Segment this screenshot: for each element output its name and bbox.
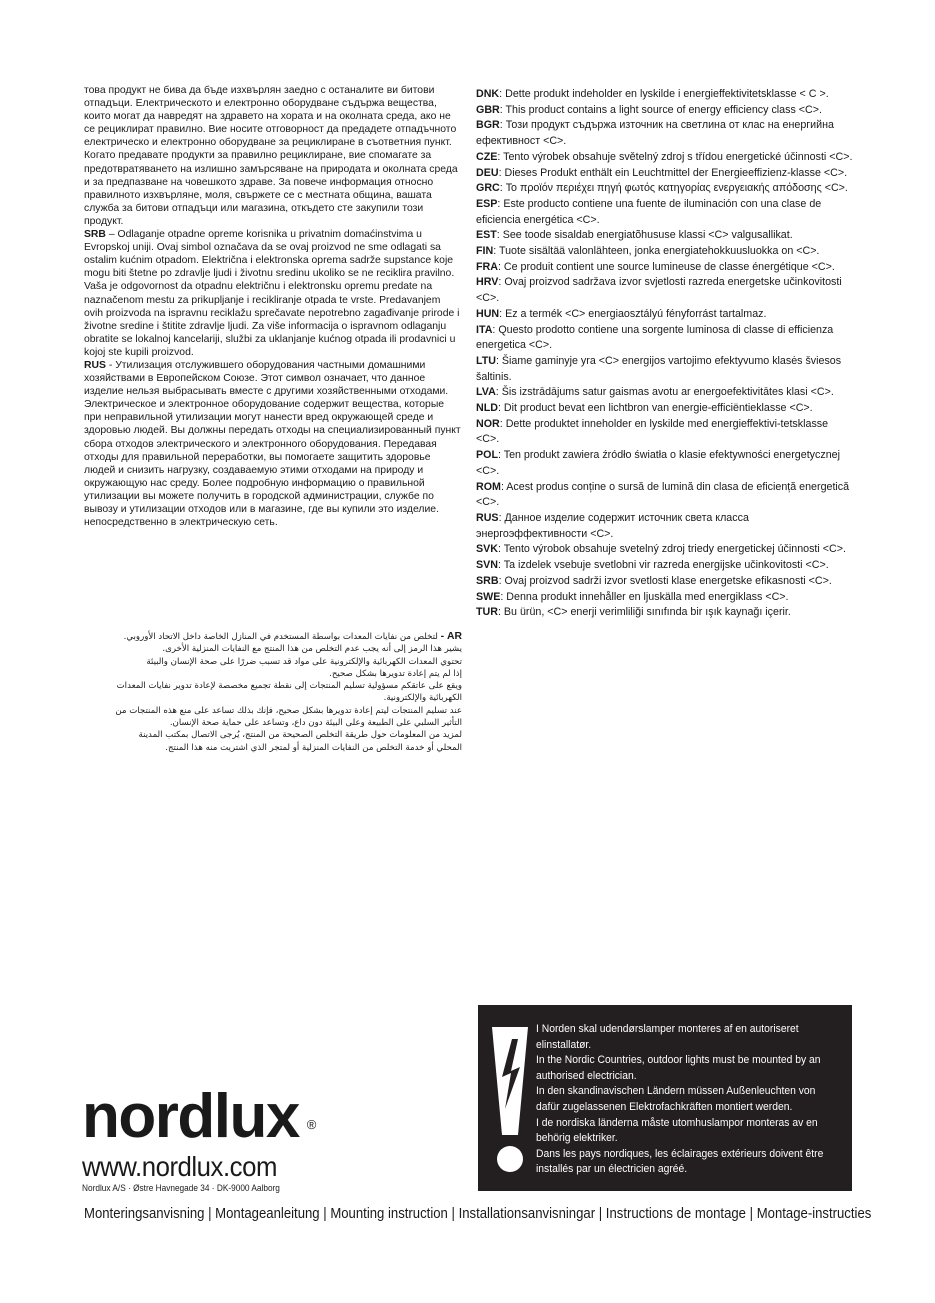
energy-statement bbox=[476, 307, 854, 323]
energy-statement-text: : Dieses Produkt enthält ein Leuchtmittel der Energieeffizienz-klasse <C>. bbox=[498, 166, 848, 179]
language-code-rus: RUS bbox=[84, 359, 106, 371]
energy-statement bbox=[476, 401, 854, 417]
energy-statement bbox=[476, 275, 854, 306]
electrical-hazard-exclamation-icon bbox=[488, 1023, 532, 1177]
registered-mark: ® bbox=[306, 1117, 315, 1132]
language-code: EST bbox=[476, 229, 497, 242]
arabic-line: التأثير السلبي على الطبيعة وعلى البيئة دون داع، وتساعد على حماية صحة الإنسان. bbox=[169, 718, 462, 729]
language-code: SRB bbox=[476, 574, 499, 587]
energy-statement-text: : Este producto contiene una fuente de iluminación con una clase de eficiencia energética <C>. bbox=[476, 197, 822, 226]
energy-statement-text: : This product contains a light source of energy efficiency class <C>. bbox=[499, 103, 822, 116]
energy-statement-text: : Този продукт съдържа източник на светлина от клас на енергийна ефективност <C>. bbox=[476, 119, 834, 148]
energy-statement bbox=[476, 118, 854, 149]
language-code: TUR bbox=[476, 606, 498, 619]
energy-statement-text: : Ta izdelek vsebuje svetlobni vir razreda energijske učinkovitosti <C>. bbox=[497, 559, 829, 572]
energy-statement bbox=[476, 150, 854, 166]
language-code: GBR bbox=[476, 103, 500, 116]
disposal-text-rus-body: - Утилизация отслужившего оборудования частными домашними хозяйствами в Европейском Союзе. Этот символ означает, что данное изделие нельзя выбрасывать вместе с другими хозяйственными отходами. Электрическое и электронное оборудование содержит вещества, которые при неправильной утилизации могут нанести вред окружающей среде и здоровью людей. Вы должны передать отходы на специализированный пункт сбора отходов электрического и электронного оборудования. Передавая отходы для правильной переработки, вы помогаете защитить здоровье людей и снизить нагрузку, создаваемую этими отходами на природу и окружающую нас среду. Более подробную информацию о правильной утилизации вы можете получить в городской администрации, службе по вывозу и утилизации отходов или в магазине, где вы купили это изделие. непосредственно в электрическую сеть. bbox=[84, 359, 461, 529]
language-code: POL bbox=[476, 449, 498, 462]
energy-statement-text: : Ovaj proizvod sadrži izvor svetlosti klase energetske efikasnosti <C>. bbox=[498, 574, 832, 587]
energy-statement bbox=[476, 448, 854, 479]
energy-statement-text: : Dette produkt indeholder en lyskilde i energieffektivitetsklasse < C >. bbox=[499, 88, 829, 100]
warning-line-fr: Dans les pays nordiques, les éclairages extérieurs doivent être installés par un électricien agréé. bbox=[536, 1147, 824, 1176]
warning-line-de: In den skandinavischen Ländern müssen Außenleuchten von dafür zugelassenen Elektrofachkräften montiert werden. bbox=[536, 1085, 816, 1113]
disposal-text-column bbox=[84, 84, 462, 529]
energy-statement bbox=[476, 511, 854, 542]
warning-line-se: I de nordiska länderna måste utomhuslampor monteras av en behörig elektriker. bbox=[536, 1116, 818, 1145]
energy-statement-text: : Tuote sisältää valonlähteen, jonka energiatehokkuusluokka on <C>. bbox=[493, 245, 820, 258]
language-code: HRV bbox=[476, 276, 499, 289]
energy-statement bbox=[476, 480, 854, 511]
energy-statement-text: : Tento výrobek obsahuje světelný zdroj s třídou energetické účinnosti <C>. bbox=[497, 150, 853, 163]
language-code: FIN bbox=[476, 245, 494, 258]
language-code: LTU bbox=[476, 354, 496, 367]
energy-statement bbox=[476, 181, 854, 197]
energy-statement-text: : Acest produs conține o sursă de lumină din clasa de eficiență energetică <C>. bbox=[476, 480, 850, 509]
energy-statement bbox=[476, 417, 854, 448]
energy-statement bbox=[476, 87, 854, 103]
energy-statement-text: : Denna produkt innehåller en ljuskälla med energiklass <C>. bbox=[500, 590, 789, 603]
warning-line-en: In the Nordic Countries, outdoor lights must be mounted by an authorised electrician. bbox=[536, 1054, 821, 1082]
energy-statement bbox=[476, 574, 854, 590]
energy-statement bbox=[476, 354, 854, 385]
language-code: LVA bbox=[476, 386, 496, 399]
language-code: NOR bbox=[476, 417, 500, 430]
energy-statement bbox=[476, 605, 854, 621]
energy-statement-text: : Ovaj proizvod sadržava izvor svjetlosti razreda energetske učinkovitosti <C>. bbox=[476, 276, 842, 305]
language-code: HUN bbox=[476, 307, 500, 320]
brand-block bbox=[82, 1082, 442, 1194]
language-code: FRA bbox=[476, 260, 498, 273]
language-code: ROM bbox=[476, 480, 501, 493]
logo-wordmark: nordlux bbox=[82, 1082, 299, 1151]
website-url[interactable]: www.nordlux.com bbox=[82, 1151, 277, 1182]
energy-statement-text: : Ce produit contient une source lumineuse de classe énergétique <C>. bbox=[497, 260, 835, 273]
energy-statement-text: : Το προϊόν περιέχει πηγή φωτός κατηγορίας ενεργειακής απόδοσης <C>. bbox=[499, 182, 848, 195]
energy-class-list bbox=[476, 87, 854, 621]
energy-statement bbox=[476, 260, 854, 276]
energy-statement-text: : Šiame gaminyje yra <C> energijos vartojimo efektyvumo klasės šviesos šaltinis. bbox=[476, 354, 842, 383]
energy-statement bbox=[476, 323, 854, 354]
language-code-ar: AR - bbox=[440, 631, 462, 642]
language-code: DNK bbox=[476, 88, 500, 100]
arabic-line: عند تسليم المنتجات ليتم إعادة تدويرها بشكل صحيح، فإنك بذلك تساعد على منع هذه المنتجات من bbox=[115, 705, 462, 716]
disposal-text-arabic bbox=[84, 631, 462, 754]
arabic-line: تحتوي المعدات الكهربائية والإلكترونية على مواد قد تسبب ضررًا على صحة الإنسان والبيئة bbox=[146, 656, 462, 667]
energy-statement-text: : Šis izstrādājums satur gaismas avotu ar energoefektivitātes klasi <C>. bbox=[495, 386, 834, 399]
language-code: BGR bbox=[476, 119, 500, 132]
arabic-line: يشير هذا الرمز إلى أنه يجب عدم التخلص من هذا المنتج مع النفايات المنزلية الأخرى. bbox=[162, 644, 462, 655]
document-title-footer: Monteringsanvisning | Montageanleitung | Mounting instruction | Installationsanvisningar | Instructions de montage | Montage-instructies bbox=[84, 1206, 872, 1222]
energy-statement-text: : Tento výrobok obsahuje svetelný zdroj triedy energetickej účinnosti <C>. bbox=[497, 543, 846, 556]
arabic-line-text: لتخلص من نفايات المعدات بواسطة المستخدم في المنازل الخاصة داخل الاتحاد الأوروبي. bbox=[123, 632, 438, 642]
arabic-line: الكهربائية والإلكترونية. bbox=[383, 693, 462, 704]
energy-statement-text: : Ten produkt zawiera źródło światła o klasie efektywności energetycznej <C>. bbox=[476, 449, 840, 477]
nordlux-logo bbox=[82, 1082, 315, 1151]
arabic-line: ويقع على عاتقكم مسؤولية تسليم المنتجات إلى نقطة تجميع مخصصة لإعادة تدوير نفايات المعدات bbox=[116, 681, 462, 692]
energy-statement bbox=[476, 590, 854, 606]
arabic-line: لمزيد من المعلومات حول طريقة التخلص الصحيحة من المنتج، يُرجى الاتصال بمكتب المدينة bbox=[138, 730, 462, 741]
energy-statement-text: : Dette produktet inneholder en lyskilde med energieffektivi-tetsklasse <C>. bbox=[476, 417, 829, 446]
disposal-text-rus bbox=[84, 359, 462, 529]
disposal-text-bg: това продукт не бива да бъде изхвърлян заедно с останалите ви битови отпадъци. Електрическото и електронно оборудване съдържа вещества, които могат да навредят на здравето на хората и на околната среда, ако не се рециклират правилно. Вие носите отговорност да предадете отпадъчното електрическо и електронно оборудване за рециклиране в съответния пункт. Когато предавате продукти за правилно рециклиране, вие спомагате за предотвратяването на излишно замърсяване на природата и околната среда и за предпазване на човешкото здраве. За повече информация относно правилното изхвърляне, моля, свържете се с местната община, вашата служба за битови отпадъци или магазина, откъдето сте закупили този продукт. bbox=[84, 85, 458, 227]
language-code: SVK bbox=[476, 543, 498, 556]
warning-line-dk: I Norden skal udendørslamper monteres af en autoriseret elinstallatør. bbox=[536, 1023, 799, 1051]
language-code: DEU bbox=[476, 166, 499, 179]
energy-statement bbox=[476, 244, 854, 260]
warning-text bbox=[536, 1022, 824, 1178]
language-code: RUS bbox=[476, 511, 499, 524]
energy-statement bbox=[476, 385, 854, 401]
energy-statement-text: : Ez a termék <C> energiaosztályú fényforrást tartalmaz. bbox=[499, 307, 767, 320]
energy-statement bbox=[476, 166, 854, 182]
electrician-warning-box bbox=[478, 1005, 852, 1191]
language-code: GRC bbox=[476, 182, 500, 195]
disposal-text-srb bbox=[84, 228, 462, 359]
energy-statement-text: : See toode sisaldab energiatõhususe klassi <C> valgusallikat. bbox=[496, 229, 793, 242]
disposal-text-srb-body: – Odlaganje otpadne opreme korisnika u privatnim domaćinstvima u Evropskoj uniji. Ovaj simbol označava da se ovaj proizvod ne sme odlagati sa ostalim kućnim otpadom. Električna i elektronska oprema sadrže supstance koje mogu biti štetne po zdravlje ljudi i životnu sredinu ukoliko se ne reciklira pravilno. Vaša je odgovornost da otpadnu električnu i elektronsku opremu predate na naznačenom mestu za prikupljanje i reciklirаnje otpada te vrste. Predavanjem ovih proizvoda na ispravnu reciklažu sprečavate nepotrebno zagađivanje prirode i životne sredine i štitite zdravlje ljudi. Za više informacija o ispravnom odlaganju obratite se lokalnoj kancelariji, službi za uklanjanje kućnog otpada ili prodavnici u kojoj ste kupili proizvod. bbox=[84, 229, 460, 358]
energy-statement bbox=[476, 542, 854, 558]
language-code: NLD bbox=[476, 402, 498, 415]
energy-statement-text: : Bu ürün, <C> enerji verimliliği sınıfında bir ışık kaynağı içerir. bbox=[497, 606, 791, 619]
arabic-line: المحلي أو خدمة التخلص من النفايات المنزلية أو لمتجر الذي اشتريت منه هذا المنتج. bbox=[165, 742, 462, 753]
energy-statement-text: : Dit product bevat een lichtbron van energie-efficiëntieklasse <C>. bbox=[497, 402, 813, 415]
language-code-srb: SRB bbox=[84, 229, 106, 241]
language-code: SWE bbox=[476, 590, 501, 603]
language-code: SVN bbox=[476, 559, 498, 572]
arabic-line: إذا لم يتم إعادة تدويرها بشكل صحيح. bbox=[329, 668, 462, 679]
energy-statement-text: : Questo prodotto contiene una sorgente luminosa di classe di efficienza energetica <C>. bbox=[476, 323, 834, 352]
energy-statement bbox=[476, 558, 854, 574]
language-code: ITA bbox=[476, 323, 493, 336]
energy-statement-text: : Данное изделие содержит источник света класса энергоэффективности <C>. bbox=[476, 511, 749, 540]
language-code: CZE bbox=[476, 150, 498, 163]
energy-statement bbox=[476, 228, 854, 244]
language-code: ESP bbox=[476, 197, 498, 210]
arabic-line bbox=[84, 631, 462, 643]
energy-statement bbox=[476, 103, 854, 119]
company-address: Nordlux A/S · Østre Havnegade 34 · DK-9000 Aalborg bbox=[82, 1183, 280, 1193]
energy-statement bbox=[476, 197, 854, 228]
